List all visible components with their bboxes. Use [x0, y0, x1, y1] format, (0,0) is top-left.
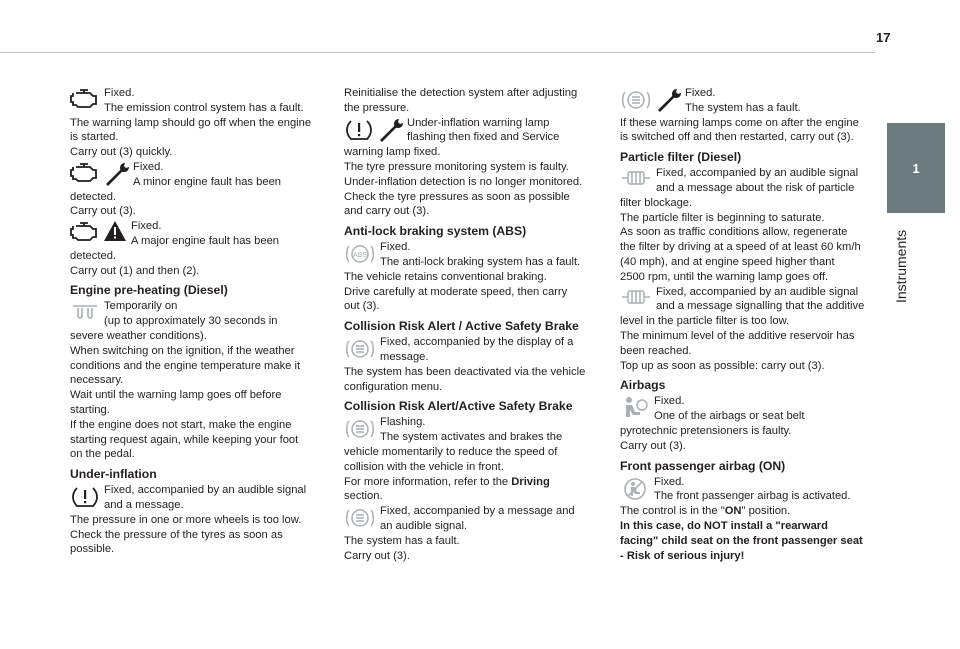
text-line: Wait until the warning lamp goes off before: [70, 389, 282, 402]
text-line: Reinitialise the detection system after adjusting: [344, 87, 578, 99]
text-line: conditions and the engine temperature make it: [70, 359, 301, 372]
section-heading: Collision Risk Alert / Active Safety Brake: [344, 319, 579, 334]
wrench-icon: [103, 161, 129, 187]
additive-level-entry: [620, 285, 882, 315]
page-number: 17: [876, 30, 891, 45]
text-line: Fixed.: [654, 395, 685, 408]
text-line: Carry out (3) quickly.: [70, 146, 173, 159]
text-line: Fixed.: [654, 475, 685, 488]
text-line: Carry out (3).: [620, 439, 686, 452]
text-line: flashing then fixed and Service: [407, 131, 560, 144]
passenger-airbag-on-icon: [620, 476, 650, 502]
text-line: If the engine does not start, make the engine: [70, 418, 292, 431]
text-line: Fixed.: [131, 220, 162, 233]
text-line: One of the airbags or seat belt: [654, 410, 805, 423]
abs-icon: [344, 241, 376, 267]
text-span: " position.: [741, 505, 791, 518]
wrench-icon: [377, 117, 403, 143]
collision-alert-icon: [344, 505, 376, 531]
text-line: The emission control system has a fault.: [104, 101, 304, 114]
engine-icon: [70, 87, 100, 109]
particle-filter-icon: [620, 286, 652, 308]
text-line: (up to approximately 30 seconds in: [104, 315, 278, 328]
text-span: The control is in the ": [620, 505, 725, 518]
collision-alert-flashing-entry: [344, 415, 606, 445]
text-line: As soon as traffic conditions allow, regenerate: [620, 226, 848, 239]
text-line: When switching on the ignition, if the weather: [70, 344, 295, 357]
underinflation-flashing-entry: [344, 116, 606, 146]
text-line: The system has been deactivated via the vehicle: [344, 365, 586, 378]
text-line: The system has a fault.: [344, 534, 460, 547]
text-line: Fixed, accompanied by an audible signal: [656, 167, 859, 180]
emission-entry: [70, 86, 332, 116]
text-line: starting request again, while keeping your foot: [70, 433, 299, 446]
text-line: message.: [380, 350, 429, 363]
text-line: A minor engine fault has been: [133, 175, 282, 188]
text-line: Check the pressure of the tyres as soon as: [70, 528, 283, 541]
text-line: Drive carefully at moderate speed, then carry: [344, 285, 568, 298]
text-line: an audible signal.: [380, 519, 468, 532]
text-line: Fixed.: [133, 160, 164, 173]
text-line: The system activates and brakes the: [380, 431, 563, 444]
collision-alert-fault-entry: [344, 504, 606, 534]
section-heading: Under-inflation: [70, 467, 157, 482]
warning-line: facing" child seat on the front passenger seat: [620, 534, 863, 547]
text-line: and a message signalling that the additive: [656, 300, 865, 313]
text-line: The system has a fault.: [685, 101, 801, 114]
airbag-icon: [620, 395, 650, 421]
tyre-pressure-icon: [344, 117, 374, 143]
text-line: The tyre pressure monitoring system is faulty.: [344, 160, 569, 173]
text-line: Fixed, accompanied by a message and: [380, 505, 575, 518]
text-line: The front passenger airbag is activated.: [654, 490, 851, 503]
text-line: starting.: [70, 403, 110, 416]
text-line: Fixed, accompanied by an audible signal: [656, 285, 859, 298]
text-line: warning lamp fixed.: [344, 146, 441, 159]
text-line: possible.: [70, 543, 115, 556]
engine-icon: [70, 220, 100, 242]
text-line: The pressure in one or more wheels is too low.: [70, 513, 302, 526]
text-line: A major engine fault has been: [131, 234, 280, 247]
text-line: Under-inflation detection is no longer monitored.: [344, 175, 583, 188]
system-fault-entry: [620, 86, 882, 116]
text-line: If these warning lamps come on after the engine: [620, 116, 859, 129]
warning-line: - Risk of serious injury!: [620, 549, 745, 562]
text-line: The warning lamp should go off when the engine: [70, 116, 312, 129]
text-line: [620, 504, 882, 519]
text-line: Temporarily on: [104, 300, 178, 313]
section-heading: Collision Risk Alert/Active Safety Brake: [344, 399, 573, 414]
preheating-coil-icon: [70, 300, 100, 322]
engine-icon: [70, 161, 100, 183]
airbags-entry: [620, 394, 882, 424]
collision-alert-icon: [620, 87, 652, 113]
text-line: The vehicle retains conventional braking.: [344, 270, 547, 283]
text-line: Carry out (1) and then (2).: [70, 264, 200, 277]
particle-filter-entry: [620, 166, 882, 196]
text-line: and a message.: [104, 498, 184, 511]
text-line: 2500 rpm, until the warning lamp goes off.: [620, 270, 829, 283]
text-line: been reached.: [620, 344, 692, 357]
text-line: (40 mph), and at engine speed higher thant: [620, 255, 835, 268]
text-line: Fixed.: [380, 241, 411, 254]
tyre-pressure-icon: [70, 484, 100, 510]
text-line: configuration menu.: [344, 380, 443, 393]
text-line: necessary.: [70, 374, 124, 387]
text-line: severe weather conditions).: [70, 329, 207, 342]
on-position-label: ON: [724, 505, 742, 518]
text-line: filter blockage.: [620, 196, 693, 209]
text-span: For more information, refer to the: [344, 475, 512, 488]
section-heading: Front passenger airbag (ON): [620, 458, 786, 473]
major-fault-entry: [70, 219, 332, 249]
text-line: [344, 475, 606, 490]
column-1: [70, 86, 332, 557]
text-line: on the pedal.: [70, 448, 135, 461]
svg-text:ABS: ABS: [352, 252, 368, 260]
text-line: Flashing.: [380, 416, 426, 429]
particle-filter-icon: [620, 167, 652, 189]
text-line: Check the tyre pressures as soon as possible: [344, 190, 570, 203]
text-line: and a message about the risk of particle: [656, 181, 855, 194]
passenger-airbag-entry: [620, 475, 882, 505]
text-line: detected.: [70, 249, 117, 262]
column-3: [620, 86, 882, 563]
text-line: the pressure.: [344, 101, 410, 114]
text-line: The anti-lock braking system has a fault.: [380, 255, 581, 268]
preheat-entry: [70, 299, 332, 329]
text-line: the filter by driving at a speed of at least 60 km/h: [620, 241, 861, 254]
minor-fault-entry: [70, 160, 332, 190]
text-line: The particle filter is beginning to saturate.: [620, 211, 825, 224]
wrench-icon: [655, 87, 681, 113]
column-2: [344, 86, 606, 563]
abs-entry: [344, 240, 606, 270]
text-line: level in the particle filter is too low.: [620, 315, 790, 328]
collision-alert-icon: [344, 336, 376, 362]
text-line: Fixed, accompanied by the display of a: [380, 336, 574, 349]
warning-triangle-icon: [103, 220, 127, 242]
text-line: collision with the vehicle in front.: [344, 460, 504, 473]
warning-line: In this case, do NOT install a "rearward: [620, 519, 828, 532]
section-heading: Airbags: [620, 378, 666, 393]
section-heading: Anti-lock braking system (ABS): [344, 224, 527, 239]
chapter-tab[interactable]: [887, 123, 945, 213]
text-line: Fixed.: [685, 87, 716, 99]
text-line: is started.: [70, 131, 119, 144]
text-line: The minimum level of the additive reservoir has: [620, 329, 855, 342]
collision-alert-fixed-entry: [344, 335, 606, 365]
text-line: Fixed, accompanied by an audible signal: [104, 484, 307, 497]
underinflation-entry: [70, 483, 332, 513]
section-heading: Engine pre-heating (Diesel): [70, 283, 228, 298]
chapter-tab-number: 1: [912, 160, 920, 176]
text-line: vehicle momentarily to reduce the speed of: [344, 445, 558, 458]
chapter-label: Instruments: [893, 229, 909, 303]
header-rule: [0, 52, 875, 53]
text-line: is switched off and then restarted, carry out (3).: [620, 131, 854, 144]
text-line: Carry out (3).: [70, 205, 136, 218]
text-line: Carry out (3).: [344, 549, 410, 562]
text-line: and carry out (3).: [344, 205, 430, 218]
section-heading: Particle filter (Diesel): [620, 150, 742, 165]
text-line: Fixed.: [104, 87, 135, 99]
text-line: out (3).: [344, 300, 380, 313]
text-line: pyrotechnic pretensioners is faulty.: [620, 424, 792, 437]
text-line: Top up as soon as possible: carry out (3).: [620, 359, 825, 372]
text-line: section.: [344, 490, 383, 503]
text-line: detected.: [70, 190, 117, 203]
text-line: Under-inflation warning lamp: [407, 116, 550, 129]
collision-alert-icon: [344, 416, 376, 442]
driving-section-reference: Driving: [511, 475, 550, 488]
